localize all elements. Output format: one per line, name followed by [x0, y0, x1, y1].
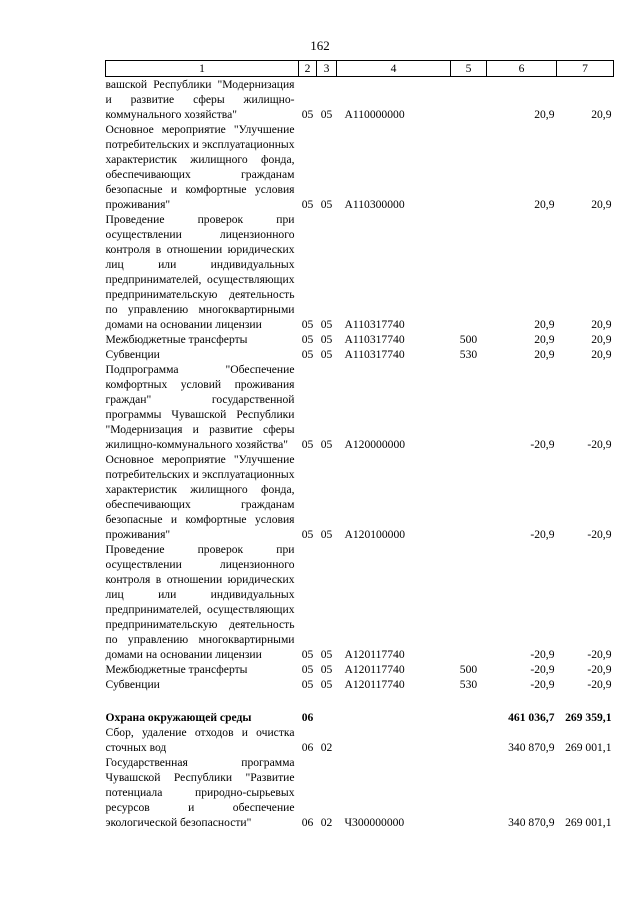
row-name: Подпрограмма "Обеспечение комфортных условий проживания граждан" государственной программы Чувашской Республики "Модернизация и развитие сферы жилищно-коммунального хозяйства"	[105, 363, 295, 451]
row-expense-type	[451, 122, 487, 212]
table-header	[106, 61, 614, 77]
table-row	[106, 662, 614, 677]
row-expense-type	[451, 710, 487, 725]
row-expense-type	[451, 755, 487, 830]
row-target-code: Ч300000000	[344, 816, 405, 829]
row-section: 05	[301, 648, 314, 661]
row-name: вашской Республики "Модернизация и развитие сферы жилищно-коммунального хозяйства"	[105, 78, 295, 121]
row-subsection: 05	[320, 348, 333, 361]
row-subsection: 05	[320, 318, 333, 331]
row-section: 05	[301, 333, 314, 346]
spacer-row	[106, 692, 614, 710]
header-col-7: 7	[557, 61, 614, 77]
row-amount-6: -20,9	[530, 663, 555, 676]
row-target-code: А120117740	[344, 663, 405, 676]
table-row	[106, 542, 614, 662]
table-row	[106, 755, 614, 830]
row-target-code: А120100000	[344, 528, 406, 541]
row-section: 05	[301, 528, 314, 541]
row-amount-7: 269 001,1	[565, 816, 612, 829]
row-amount-7: 20,9	[591, 108, 612, 121]
row-expense-type: 530	[459, 678, 478, 691]
header-col-5: 5	[451, 61, 487, 77]
table-row	[106, 452, 614, 542]
row-target-code: А110300000	[344, 198, 405, 211]
row-subsection: 05	[320, 678, 333, 691]
row-name: Основное мероприятие "Улучшение потребительских и эксплуатационных характеристик жилищного фонда, обеспечивающих гражданам безопасные и комфортные условия проживания"	[105, 123, 295, 211]
row-target-code: А110000000	[344, 108, 405, 121]
row-amount-6: 20,9	[534, 198, 555, 211]
row-subsection: 05	[320, 108, 333, 121]
header-col-6: 6	[487, 61, 557, 77]
row-amount-6: 20,9	[534, 348, 555, 361]
row-name: Основное мероприятие "Улучшение потребительских и эксплуатационных характеристик жилищного фонда, обеспечивающих гражданам безопасные и комфортные условия проживания"	[105, 453, 295, 541]
row-section: 05	[301, 318, 314, 331]
row-expense-type	[451, 212, 487, 332]
row-subsection	[317, 710, 337, 725]
table-row	[106, 677, 614, 692]
row-subsection: 05	[320, 663, 333, 676]
row-subsection: 05	[320, 528, 333, 541]
row-amount-6: 461 036,7	[508, 711, 555, 724]
header-col-4: 4	[337, 61, 451, 77]
row-subsection: 05	[320, 333, 333, 346]
row-expense-type	[451, 362, 487, 452]
row-amount-7: -20,9	[587, 678, 612, 691]
table-row-section-total	[106, 710, 614, 725]
row-amount-7: 20,9	[591, 333, 612, 346]
row-subsection: 05	[320, 648, 333, 661]
header-col-3: 3	[317, 61, 337, 77]
row-amount-6: 340 870,9	[508, 741, 555, 754]
row-section: 05	[301, 438, 314, 451]
table-row	[106, 332, 614, 347]
row-expense-type	[451, 542, 487, 662]
row-name: Субвенции	[105, 348, 160, 361]
row-amount-6: -20,9	[530, 648, 555, 661]
page-number: 162	[310, 38, 330, 53]
row-name: Проведение проверок при осуществлении лицензионного контроля в отношении юридических лиц или индивидуальных предпринимателей, осуществляющих предпринимательскую деятельность по управлению многоквартирными домами на основании лицензии	[105, 213, 295, 331]
header-col-1: 1	[106, 61, 299, 77]
budget-table	[105, 60, 614, 830]
row-amount-7: -20,9	[587, 663, 612, 676]
row-amount-6: 20,9	[534, 333, 555, 346]
row-expense-type: 530	[459, 348, 478, 361]
row-subsection: 05	[320, 438, 333, 451]
table-row	[106, 362, 614, 452]
row-target-code: А120117740	[344, 678, 405, 691]
header-row	[106, 61, 614, 77]
row-section: 06	[301, 741, 314, 754]
row-amount-6: 340 870,9	[508, 816, 555, 829]
row-amount-7: -20,9	[587, 438, 612, 451]
row-target-code: А110317740	[344, 318, 405, 331]
row-target-code: А110317740	[344, 348, 405, 361]
row-expense-type	[451, 725, 487, 755]
header-col-2: 2	[299, 61, 317, 77]
row-amount-6: -20,9	[530, 438, 555, 451]
row-name: Субвенции	[105, 678, 160, 691]
row-target-code	[337, 725, 451, 755]
row-expense-type	[451, 77, 487, 123]
table-row	[106, 122, 614, 212]
row-name: Проведение проверок при осуществлении лицензионного контроля в отношении юридических лиц или индивидуальных предпринимателей, осуществляющих предпринимательскую деятельность по управлению многоквартирными домами на основании лицензии	[105, 543, 295, 661]
row-subsection: 05	[320, 198, 333, 211]
row-amount-6: 20,9	[534, 318, 555, 331]
row-target-code: А120000000	[344, 438, 406, 451]
row-expense-type	[451, 452, 487, 542]
table-row	[106, 725, 614, 755]
row-section: 05	[301, 198, 314, 211]
row-amount-7: 20,9	[591, 348, 612, 361]
row-section: 05	[301, 678, 314, 691]
table-row	[106, 347, 614, 362]
row-amount-7: 20,9	[591, 198, 612, 211]
row-section: 05	[301, 108, 314, 121]
row-amount-7: -20,9	[587, 528, 612, 541]
row-section: 05	[301, 348, 314, 361]
row-section: 06	[301, 816, 314, 829]
row-amount-7: 269 359,1	[565, 711, 612, 724]
row-amount-7: 20,9	[591, 318, 612, 331]
row-expense-type: 500	[459, 333, 478, 346]
row-target-code	[337, 710, 451, 725]
table-body	[106, 77, 614, 831]
row-amount-7: 269 001,1	[565, 741, 612, 754]
row-amount-7: -20,9	[587, 648, 612, 661]
row-section: 06	[301, 711, 314, 724]
row-expense-type: 500	[459, 663, 478, 676]
row-name: Межбюджетные трансферты	[105, 333, 248, 346]
row-name: Сбор, удаление отходов и очистка сточных вод	[105, 726, 295, 754]
row-subsection: 02	[320, 816, 333, 829]
spacer-cell	[106, 692, 614, 710]
row-amount-6: -20,9	[530, 528, 555, 541]
table-row	[106, 77, 614, 123]
row-target-code: А120117740	[344, 648, 405, 661]
row-name: Межбюджетные трансферты	[105, 663, 248, 676]
row-amount-6: 20,9	[534, 108, 555, 121]
row-section: 05	[301, 663, 314, 676]
table-row	[106, 212, 614, 332]
row-name: Охрана окружающей среды	[105, 711, 252, 724]
row-amount-6: -20,9	[530, 678, 555, 691]
row-name: Государственная программа Чувашской Республики "Развитие потенциала природно-сырьевых ресурсов и обеспечение экологической безопасности"	[105, 756, 295, 829]
row-target-code: А110317740	[344, 333, 405, 346]
row-subsection: 02	[320, 741, 333, 754]
